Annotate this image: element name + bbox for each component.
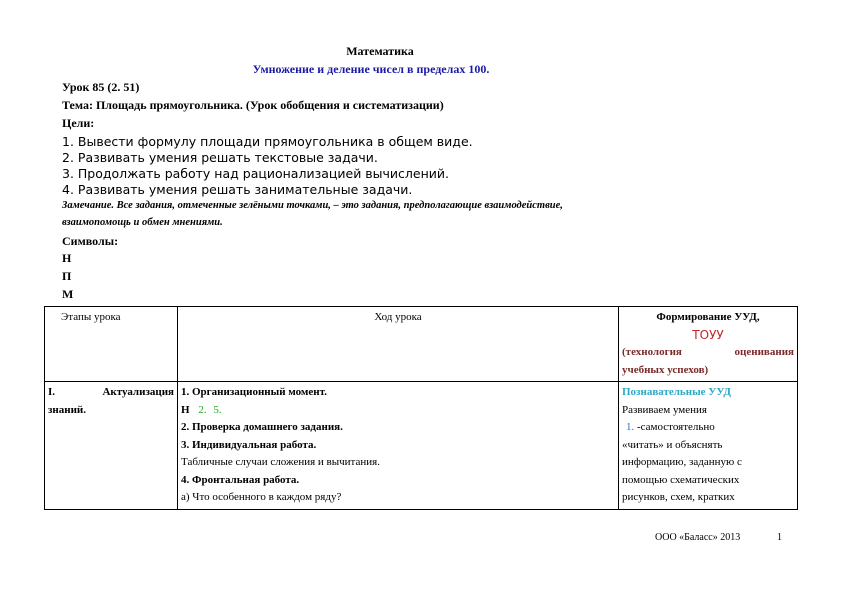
stage-title-line2: знаний. <box>48 403 87 416</box>
uud-cell <box>619 382 798 510</box>
goal-item: 2. Развивать умения решать текстовые задачи. <box>62 150 378 165</box>
task-number: 2. <box>198 403 207 416</box>
step-4: 4. Фронтальная работа. <box>181 473 300 486</box>
table-header-row <box>45 307 798 382</box>
header-uud <box>619 307 798 382</box>
header-uud-note-line2: учебных успехов) <box>622 363 709 376</box>
symbol-n-marker: Н <box>181 403 190 416</box>
lesson-theme: Тема: Площадь прямоугольника. (Урок обобщения и систематизации) <box>62 98 444 112</box>
uud-line: информацию, заданную с <box>622 456 742 468</box>
note-line: взаимопомощь и обмен мнениями. <box>62 217 223 228</box>
uud-line: помощью схематических <box>622 473 740 486</box>
page-number: 1 <box>777 532 782 543</box>
uud-line: Развиваем умения <box>622 403 707 416</box>
header-uud-note-word: (технология <box>622 346 682 358</box>
uud-line: -самостоятельно <box>637 421 715 433</box>
goals-label: Цели: <box>62 116 95 130</box>
course-cell <box>178 382 619 510</box>
step-2: 2. Проверка домашнего задания. <box>181 421 343 433</box>
lesson-number: Урок 85 (2. 51) <box>62 80 140 94</box>
header-uud-touu: ТОУУ <box>692 327 724 342</box>
stage-number: I. <box>48 386 56 398</box>
symbols-label: Символы: <box>62 234 119 248</box>
step-1-symbols <box>181 402 615 420</box>
header-course <box>178 307 619 382</box>
goal-item: 1. Вывести формулу площади прямоугольника в общем виде. <box>62 134 473 149</box>
table-row <box>45 382 798 510</box>
task-number: 5. <box>213 403 222 416</box>
uud-line: рисунков, схем, кратких <box>622 491 735 503</box>
symbol-p: П <box>62 269 72 283</box>
header-uud-note <box>622 344 794 362</box>
uud-number: 1. <box>626 421 635 433</box>
header-stages <box>45 307 178 382</box>
footer-publisher: ООО «Баласс» 2013 <box>655 532 741 543</box>
goal-item: 4. Развивать умения решать занимательные задачи. <box>62 182 413 197</box>
header-course-label: Ход урока <box>374 311 422 323</box>
uud-line: «читать» и объяснять <box>622 438 723 451</box>
step-1: 1. Организационный момент. <box>181 386 327 398</box>
stage-word: Актуализация <box>102 386 174 398</box>
stage-cell <box>45 382 178 510</box>
note-line: Замечание. Все задания, отмеченные зелёными точками, – это задания, предполагающие взаимодействие, <box>62 200 563 211</box>
document-topic: Умножение и деление чисел в пределах 100. <box>252 62 490 76</box>
step-3: 3. Индивидуальная работа. <box>181 438 317 451</box>
goal-item: 3. Продолжать работу над рационализацией вычислений. <box>62 166 449 181</box>
header-uud-note-word: оценивания <box>734 346 794 358</box>
document-subject: Математика <box>346 44 414 58</box>
step-3-text: Табличные случаи сложения и вычитания. <box>181 456 380 468</box>
symbol-n: Н <box>62 251 72 265</box>
uud-line-numbered <box>622 419 794 437</box>
header-uud-title: Формирование УУД, <box>656 311 760 323</box>
header-stages-label: Этапы урока <box>61 311 121 323</box>
stage-title <box>48 384 174 402</box>
lesson-table <box>44 306 798 510</box>
step-4-question: а) Что особенного в каждом ряду? <box>181 491 342 503</box>
symbol-m: М <box>62 287 74 301</box>
uud-heading: Познавательные УУД <box>622 386 731 398</box>
